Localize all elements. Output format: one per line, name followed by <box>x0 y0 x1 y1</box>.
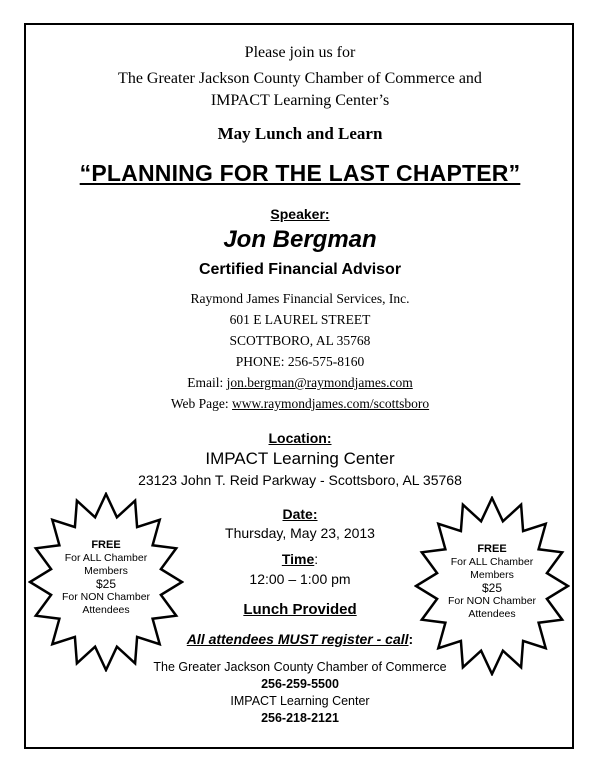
speaker-phone: PHONE: 256-575-8160 <box>235 354 365 369</box>
register-colon: : <box>408 631 414 647</box>
speaker-company: Raymond James Financial Services, Inc. <box>190 291 410 306</box>
event-name: May Lunch and Learn <box>217 124 383 143</box>
badge-left-free: FREE <box>91 539 121 551</box>
badge-right-free-for2: Members <box>470 569 514 581</box>
badge-right-price-for1: For NON Chamber <box>447 595 537 607</box>
badge-right-text <box>414 543 570 621</box>
speaker-name: Jon Bergman <box>223 226 377 253</box>
badge-right-free-for1: For ALL Chamber <box>450 556 534 568</box>
badge-left-price: $25 <box>95 577 117 591</box>
invite-line-3: IMPACT Learning Center’s <box>210 92 390 109</box>
invite-line-2: The Greater Jackson County Chamber of Commerce and <box>118 70 482 87</box>
date-label: Date: <box>282 506 318 522</box>
badge-right-free: FREE <box>477 543 507 555</box>
date-value: Thursday, May 23, 2013 <box>225 525 375 541</box>
badge-left-text <box>28 539 184 617</box>
speaker-web-line <box>0 396 600 412</box>
contact-impact: IMPACT Learning Center <box>230 694 370 708</box>
location-label: Location: <box>268 430 332 446</box>
price-badge-right <box>414 496 570 676</box>
badge-left-free-for2: Members <box>84 565 128 577</box>
speaker-street: 601 E LAUREL STREET <box>229 312 371 327</box>
web-link[interactable]: www.raymondjames.com/scottsboro <box>232 396 430 411</box>
lunch-provided: Lunch Provided <box>243 601 357 618</box>
speaker-city: SCOTTBORO, AL 35768 <box>229 333 371 348</box>
contact-impact-phone: 256-218-2121 <box>261 711 339 725</box>
web-label: Web Page: <box>170 396 233 411</box>
price-badge-left <box>28 492 184 672</box>
contact-chamber: The Greater Jackson County Chamber of Commerce <box>153 660 447 674</box>
time-label: Time <box>281 551 315 567</box>
invite-line-1: Please join us for <box>244 44 356 61</box>
location-address: 23123 John T. Reid Parkway - Scottsboro, AL 35768 <box>138 472 462 488</box>
location-name: IMPACT Learning Center <box>205 449 395 468</box>
register-label: All attendees MUST register - call <box>186 631 409 647</box>
time-colon: : <box>314 551 319 567</box>
speaker-role: Certified Financial Advisor <box>198 261 402 278</box>
badge-left-free-for1: For ALL Chamber <box>64 552 148 564</box>
speaker-email-line <box>0 375 600 391</box>
badge-right-price: $25 <box>481 581 503 595</box>
contact-chamber-phone: 256-259-5500 <box>261 677 339 691</box>
time-value: 12:00 – 1:00 pm <box>249 571 351 587</box>
badge-right-price-for2: Attendees <box>468 608 516 620</box>
event-title: “PLANNING FOR THE LAST CHAPTER” <box>79 160 521 186</box>
badge-left-price-for2: Attendees <box>82 604 130 616</box>
email-label: Email: <box>187 375 227 390</box>
email-link[interactable]: jon.bergman@raymondjames.com <box>226 375 413 390</box>
speaker-label: Speaker: <box>270 206 330 222</box>
badge-left-price-for1: For NON Chamber <box>61 591 151 603</box>
